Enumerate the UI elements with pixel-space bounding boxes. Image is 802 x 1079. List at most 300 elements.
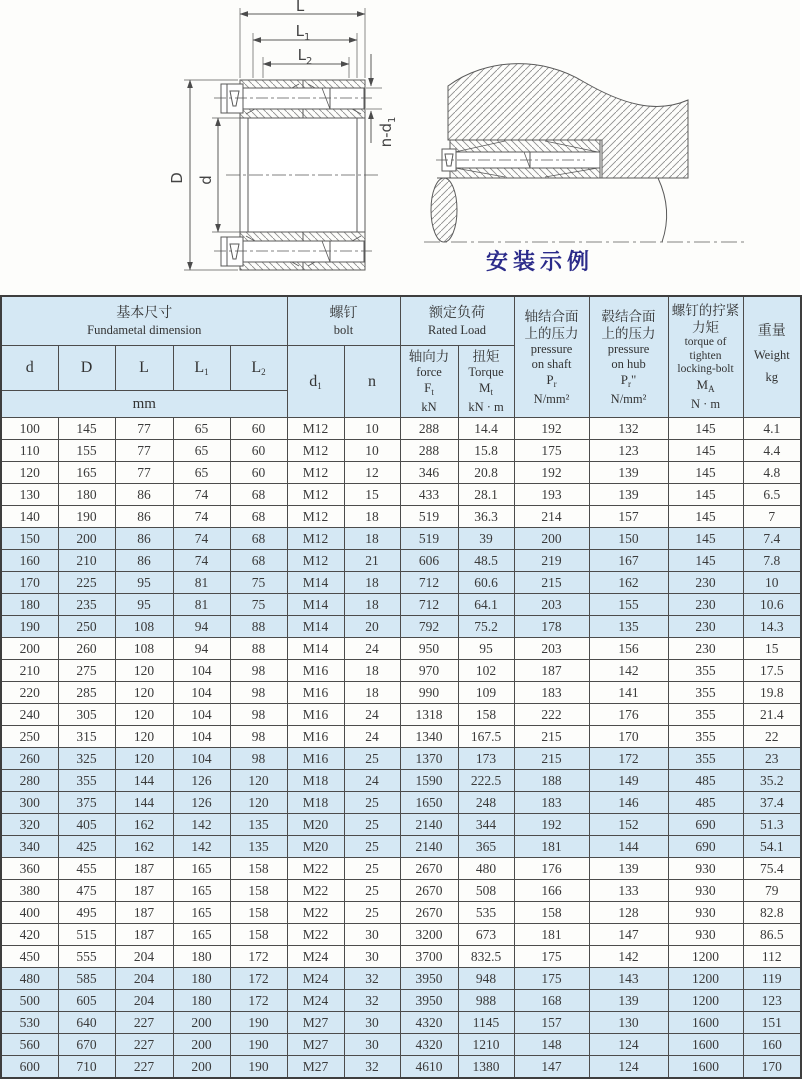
table-cell: 39 <box>458 528 514 550</box>
table-cell: 673 <box>458 924 514 946</box>
table-cell: 145 <box>668 506 743 528</box>
table-cell: M12 <box>287 418 344 440</box>
table-cell: 20.8 <box>458 462 514 484</box>
table-cell: 22 <box>743 726 801 748</box>
table-cell: 690 <box>668 814 743 836</box>
table-cell: M14 <box>287 638 344 660</box>
table-cell: 200 <box>173 1056 230 1079</box>
table-cell: 98 <box>230 748 287 770</box>
table-cell: 365 <box>458 836 514 858</box>
table-cell: 142 <box>589 946 668 968</box>
table-cell: 433 <box>400 484 458 506</box>
table-cell: 200 <box>514 528 589 550</box>
table-cell: 68 <box>230 528 287 550</box>
table-cell: 180 <box>1 594 58 616</box>
table-cell: 172 <box>230 990 287 1012</box>
table-cell: M24 <box>287 990 344 1012</box>
table-cell: 235 <box>58 594 115 616</box>
table-cell: 130 <box>1 484 58 506</box>
table-cell: 1200 <box>668 946 743 968</box>
table-cell: 455 <box>58 858 115 880</box>
table-cell: 180 <box>173 990 230 1012</box>
table-cell: 187 <box>115 924 173 946</box>
table-cell: 130 <box>589 1012 668 1034</box>
table-cell: 98 <box>230 660 287 682</box>
table-cell: 555 <box>58 946 115 968</box>
table-cell: 32 <box>344 968 400 990</box>
table-cell: 25 <box>344 858 400 880</box>
svg-text:D: D <box>168 172 186 184</box>
table-cell: 157 <box>514 1012 589 1034</box>
locking-bolt-top <box>214 84 372 113</box>
table-cell: 712 <box>400 594 458 616</box>
table-cell: 25 <box>344 748 400 770</box>
table-cell: 68 <box>230 484 287 506</box>
table-cell: M22 <box>287 924 344 946</box>
dim-L2 <box>263 46 349 78</box>
table-cell: 192 <box>514 418 589 440</box>
table-row <box>1 550 801 572</box>
table-cell: 260 <box>1 748 58 770</box>
table-cell: 176 <box>514 858 589 880</box>
table-cell: 425 <box>58 836 115 858</box>
svg-text:L1: $L_1$ <box>295 22 311 43</box>
col-axial-force: 轴向力 force $F_t$ kN <box>400 346 458 418</box>
table-cell: 170 <box>589 726 668 748</box>
table-cell: 225 <box>58 572 115 594</box>
table-cell: 64.1 <box>458 594 514 616</box>
table-cell: 214 <box>514 506 589 528</box>
table-body <box>1 418 801 1079</box>
table-cell: 139 <box>589 462 668 484</box>
table-cell: 142 <box>173 836 230 858</box>
table-cell: 155 <box>589 594 668 616</box>
table-cell: 167 <box>589 550 668 572</box>
table-cell: 1590 <box>400 770 458 792</box>
table-cell: 145 <box>668 440 743 462</box>
table-cell: 19.8 <box>743 682 801 704</box>
table-cell: 2670 <box>400 880 458 902</box>
table-cell: M16 <box>287 704 344 726</box>
table-row <box>1 748 801 770</box>
table-cell: 355 <box>668 748 743 770</box>
table-cell: 7.4 <box>743 528 801 550</box>
table-cell: 120 <box>115 660 173 682</box>
table-cell: 165 <box>173 902 230 924</box>
table-row <box>1 858 801 880</box>
table-cell: 190 <box>58 506 115 528</box>
table-row <box>1 1056 801 1079</box>
table-cell: 204 <box>115 990 173 1012</box>
svg-text:L2: $L_2$ <box>297 46 313 67</box>
table-cell: 14.3 <box>743 616 801 638</box>
table-cell: M22 <box>287 902 344 924</box>
table-cell: 120 <box>230 792 287 814</box>
table-cell: 792 <box>400 616 458 638</box>
table-cell: M12 <box>287 528 344 550</box>
table-row <box>1 902 801 924</box>
table-cell: 220 <box>1 682 58 704</box>
table-cell: 832.5 <box>458 946 514 968</box>
header-tightening-torque: 螺钉的拧紧 力矩 torque of tighten locking-bolt $M_A$ N · m <box>668 296 743 418</box>
table-cell: 35.2 <box>743 770 801 792</box>
table-cell: 250 <box>1 726 58 748</box>
table-cell: 670 <box>58 1034 115 1056</box>
table-cell: 51.3 <box>743 814 801 836</box>
table-cell: 165 <box>173 880 230 902</box>
table-row <box>1 594 801 616</box>
table-cell: 104 <box>173 748 230 770</box>
table-cell: 65 <box>173 440 230 462</box>
table-cell: 104 <box>173 726 230 748</box>
table-cell: 74 <box>173 484 230 506</box>
table-cell: 355 <box>58 770 115 792</box>
table-cell: 187 <box>115 880 173 902</box>
table-cell: 420 <box>1 924 58 946</box>
table-cell: 172 <box>230 968 287 990</box>
table-cell: 1600 <box>668 1012 743 1034</box>
table-cell: 930 <box>668 902 743 924</box>
table-cell: 15 <box>344 484 400 506</box>
table-cell: 24 <box>344 704 400 726</box>
table-cell: 75.2 <box>458 616 514 638</box>
table-cell: 166 <box>514 880 589 902</box>
table-cell: 950 <box>400 638 458 660</box>
table-cell: 60 <box>230 440 287 462</box>
installation-caption: 安装示例 <box>486 250 595 275</box>
table-cell: 990 <box>400 682 458 704</box>
table-cell: 288 <box>400 440 458 462</box>
table-cell: 508 <box>458 880 514 902</box>
table-cell: 68 <box>230 506 287 528</box>
header-pressure-shaft: 轴结合面 上的压力 pressure on shaft $P_r$ N/mm² <box>514 296 589 418</box>
table-cell: 3950 <box>400 968 458 990</box>
table-cell: 95 <box>458 638 514 660</box>
table-cell: 355 <box>668 726 743 748</box>
table-row <box>1 990 801 1012</box>
table-cell: 168 <box>514 990 589 1012</box>
table-cell: M12 <box>287 484 344 506</box>
table-cell: 200 <box>58 528 115 550</box>
table-cell: 4.8 <box>743 462 801 484</box>
table-cell: 172 <box>589 748 668 770</box>
table-cell: 147 <box>589 924 668 946</box>
table-cell: 200 <box>173 1012 230 1034</box>
table-cell: 515 <box>58 924 115 946</box>
table-cell: 2140 <box>400 836 458 858</box>
table-row <box>1 814 801 836</box>
header-rated-load: 额定负荷 Rated Load <box>400 296 514 346</box>
table-cell: 81 <box>173 572 230 594</box>
table-cell: 210 <box>58 550 115 572</box>
table-cell: 88 <box>230 616 287 638</box>
table-cell: 405 <box>58 814 115 836</box>
table-cell: 190 <box>230 1034 287 1056</box>
table-cell: 248 <box>458 792 514 814</box>
table-cell: 485 <box>668 792 743 814</box>
technical-drawings <box>0 0 800 296</box>
table-cell: 65 <box>173 462 230 484</box>
table-cell: 250 <box>58 616 115 638</box>
col-L2: $L_2$ <box>230 346 287 391</box>
table-cell: 104 <box>173 660 230 682</box>
table-cell: 187 <box>115 902 173 924</box>
table-cell: 183 <box>514 682 589 704</box>
col-D: D <box>58 346 115 391</box>
table-cell: 181 <box>514 924 589 946</box>
table-cell: 519 <box>400 506 458 528</box>
table-cell: 285 <box>58 682 115 704</box>
table-cell: 219 <box>514 550 589 572</box>
table-cell: 160 <box>1 550 58 572</box>
table-cell: 162 <box>589 572 668 594</box>
table-cell: 175 <box>514 440 589 462</box>
table-cell: 355 <box>668 682 743 704</box>
table-cell: 180 <box>58 484 115 506</box>
table-cell: 98 <box>230 682 287 704</box>
table-cell: 24 <box>344 770 400 792</box>
table-cell: 2140 <box>400 814 458 836</box>
table-cell: 21 <box>344 550 400 572</box>
table-cell: 120 <box>1 462 58 484</box>
table-cell: 81 <box>173 594 230 616</box>
table-cell: 215 <box>514 748 589 770</box>
table-row <box>1 792 801 814</box>
table-cell: 7.8 <box>743 550 801 572</box>
table-cell: 18 <box>344 506 400 528</box>
table-cell: 151 <box>743 1012 801 1034</box>
table-cell: 167.5 <box>458 726 514 748</box>
table-cell: 145 <box>668 550 743 572</box>
table-cell: M16 <box>287 660 344 682</box>
table-cell: 400 <box>1 902 58 924</box>
table-row <box>1 682 801 704</box>
table-cell: 77 <box>115 418 173 440</box>
table-cell: 203 <box>514 638 589 660</box>
table-cell: 110 <box>1 440 58 462</box>
shaft <box>424 178 748 242</box>
specification-table <box>0 295 802 1079</box>
table-cell: 10 <box>743 572 801 594</box>
table-cell: 170 <box>743 1056 801 1079</box>
table-cell: 180 <box>173 968 230 990</box>
table-cell: 227 <box>115 1012 173 1034</box>
table-cell: 139 <box>589 990 668 1012</box>
table-cell: 300 <box>1 792 58 814</box>
header-bolt: 螺钉 bolt <box>287 296 400 346</box>
table-cell: 75.4 <box>743 858 801 880</box>
table-cell: 4320 <box>400 1034 458 1056</box>
table-cell: M12 <box>287 550 344 572</box>
table-cell: 2670 <box>400 902 458 924</box>
table-cell: 10 <box>344 418 400 440</box>
table-cell: 139 <box>589 858 668 880</box>
table-cell: 230 <box>668 594 743 616</box>
table-cell: 183 <box>514 792 589 814</box>
table-cell: M12 <box>287 462 344 484</box>
table-cell: 495 <box>58 902 115 924</box>
table-cell: M12 <box>287 440 344 462</box>
table-cell: 4320 <box>400 1012 458 1034</box>
table-cell: 1600 <box>668 1056 743 1079</box>
table-cell: 158 <box>230 858 287 880</box>
table-cell: 98 <box>230 704 287 726</box>
table-cell: 104 <box>173 704 230 726</box>
table-cell: 1650 <box>400 792 458 814</box>
table-row <box>1 968 801 990</box>
table-cell: M27 <box>287 1056 344 1079</box>
table-cell: 305 <box>58 704 115 726</box>
table-cell: 175 <box>514 968 589 990</box>
table-row <box>1 506 801 528</box>
table-cell: 132 <box>589 418 668 440</box>
table-cell: 375 <box>58 792 115 814</box>
table-cell: 712 <box>400 572 458 594</box>
table-cell: 21.4 <box>743 704 801 726</box>
table-cell: 288 <box>400 418 458 440</box>
table-cell: M14 <box>287 572 344 594</box>
table-cell: 165 <box>173 924 230 946</box>
table-cell: 141 <box>589 682 668 704</box>
table-cell: 104 <box>173 682 230 704</box>
table-cell: 325 <box>58 748 115 770</box>
table-cell: 4610 <box>400 1056 458 1079</box>
table-cell: 25 <box>344 792 400 814</box>
table-cell: 200 <box>173 1034 230 1056</box>
table-cell: 120 <box>115 726 173 748</box>
installation-drawing <box>424 64 748 242</box>
table-cell: 17.5 <box>743 660 801 682</box>
table-cell: M12 <box>287 506 344 528</box>
table-cell: 190 <box>230 1056 287 1079</box>
table-cell: 158 <box>230 880 287 902</box>
table-cell: 79 <box>743 880 801 902</box>
table-cell: 100 <box>1 418 58 440</box>
table-cell: 190 <box>1 616 58 638</box>
table-cell: 340 <box>1 836 58 858</box>
table-row <box>1 704 801 726</box>
table-cell: 210 <box>1 660 58 682</box>
table-cell: 65 <box>173 418 230 440</box>
table-cell: 162 <box>115 814 173 836</box>
table-row <box>1 528 801 550</box>
table-cell: 3950 <box>400 990 458 1012</box>
table-cell: 75 <box>230 572 287 594</box>
table-cell: M18 <box>287 770 344 792</box>
table-cell: 158 <box>230 902 287 924</box>
table-cell: 88 <box>230 638 287 660</box>
table-cell: 187 <box>514 660 589 682</box>
table-cell: 145 <box>668 462 743 484</box>
table-cell: 690 <box>668 836 743 858</box>
table-cell: 204 <box>115 946 173 968</box>
table-cell: 152 <box>589 814 668 836</box>
table-cell: 6.5 <box>743 484 801 506</box>
table-cell: 1600 <box>668 1034 743 1056</box>
dim-n-d1 <box>366 54 398 147</box>
table-cell: 15.8 <box>458 440 514 462</box>
table-cell: 142 <box>589 660 668 682</box>
table-cell: 188 <box>514 770 589 792</box>
table-cell: 18 <box>344 528 400 550</box>
table-cell: 94 <box>173 638 230 660</box>
table-cell: 193 <box>514 484 589 506</box>
table-cell: 86.5 <box>743 924 801 946</box>
table-cell: 160 <box>743 1034 801 1056</box>
table-cell: 948 <box>458 968 514 990</box>
table-cell: 120 <box>115 682 173 704</box>
table-cell: M27 <box>287 1012 344 1034</box>
table-cell: 3200 <box>400 924 458 946</box>
table-row <box>1 946 801 968</box>
table-cell: 7 <box>743 506 801 528</box>
table-cell: 144 <box>589 836 668 858</box>
table-cell: 275 <box>58 660 115 682</box>
table-cell: 135 <box>230 836 287 858</box>
table-cell: 139 <box>589 484 668 506</box>
table-cell: 123 <box>743 990 801 1012</box>
unit-mm: mm <box>1 391 287 418</box>
table-cell: 108 <box>115 616 173 638</box>
table-cell: 112 <box>743 946 801 968</box>
table-cell: 123 <box>589 440 668 462</box>
table-cell: 230 <box>668 616 743 638</box>
table-cell: 260 <box>58 638 115 660</box>
table-cell: 120 <box>115 748 173 770</box>
table-cell: 988 <box>458 990 514 1012</box>
table-cell: 54.1 <box>743 836 801 858</box>
table-cell: 146 <box>589 792 668 814</box>
table-cell: M27 <box>287 1034 344 1056</box>
table-cell: 102 <box>458 660 514 682</box>
table-row <box>1 418 801 440</box>
table-cell: 585 <box>58 968 115 990</box>
locking-bolt-bottom <box>214 237 372 266</box>
svg-text:d: d <box>197 175 215 185</box>
table-cell: 86 <box>115 528 173 550</box>
table-cell: 86 <box>115 550 173 572</box>
table-cell: 355 <box>668 660 743 682</box>
col-L: L <box>115 346 173 391</box>
table-cell: M20 <box>287 836 344 858</box>
table-cell: 25 <box>344 880 400 902</box>
col-d1: $d_1$ <box>287 346 344 418</box>
table-cell: 157 <box>589 506 668 528</box>
table-cell: 600 <box>1 1056 58 1079</box>
table-cell: 145 <box>668 484 743 506</box>
table-cell: 98 <box>230 726 287 748</box>
table-cell: 165 <box>58 462 115 484</box>
svg-text:L: L <box>295 0 305 15</box>
table-cell: 230 <box>668 638 743 660</box>
table-cell: 60.6 <box>458 572 514 594</box>
table-cell: 25 <box>344 836 400 858</box>
table-cell: 140 <box>1 506 58 528</box>
table-cell: 10 <box>344 440 400 462</box>
table-cell: 480 <box>1 968 58 990</box>
table-cell: M22 <box>287 880 344 902</box>
table-cell: 173 <box>458 748 514 770</box>
table-cell: 2670 <box>400 858 458 880</box>
table-cell: 25 <box>344 902 400 924</box>
table-cell: 230 <box>668 572 743 594</box>
table-cell: 150 <box>589 528 668 550</box>
table-cell: 18 <box>344 572 400 594</box>
table-row <box>1 770 801 792</box>
header-pressure-hub: 毂结合面 上的压力 pressure on hub $P_r$" N/mm² <box>589 296 668 418</box>
table-cell: 930 <box>668 924 743 946</box>
table-cell: 176 <box>589 704 668 726</box>
